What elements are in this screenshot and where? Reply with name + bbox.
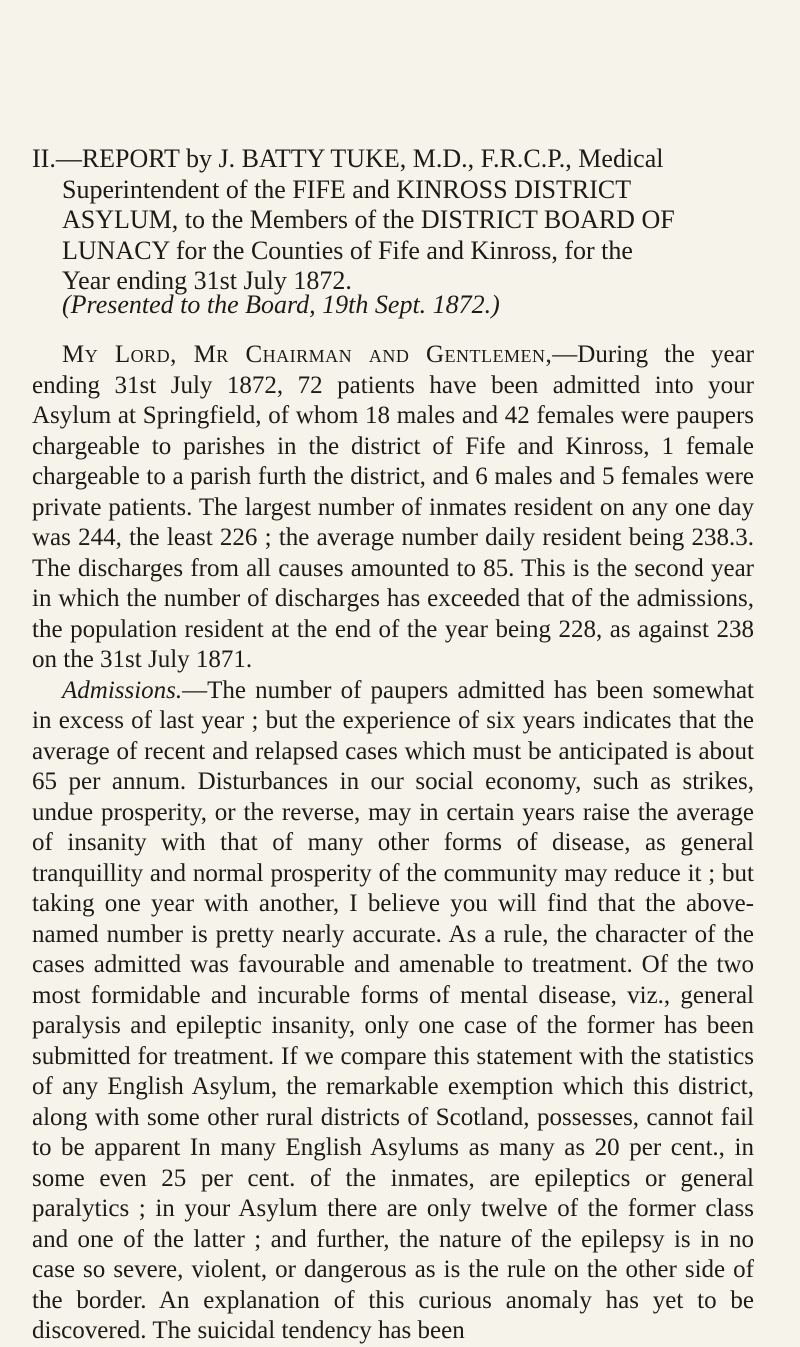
heading-line: Superintendent of the FIFE and KINROSS DISTRICT — [62, 174, 632, 204]
heading-line: ASYLUM, to the Members of the DISTRICT BOARD OF — [62, 205, 675, 234]
presented-note: (Presented to the Board, 19th Sept. 1872.) — [62, 290, 500, 319]
heading-line: LUNACY for the Counties of Fife and Kinross, for the — [62, 235, 633, 265]
paragraph-admissions — [32, 676, 754, 1347]
heading-line: Year ending 31st July 1872. — [62, 266, 352, 295]
report-heading — [32, 144, 752, 297]
paragraph-text: —The number of paupers admitted has been somewhat in excess of last year ; but the experience of six years indicates that the average of recent and relapsed cases which must be anticipated is about 65 per annum. Disturbances in our social economy, such as strikes, undue prosperity, or the reverse, may in certain years raise the average of insanity with that of many other forms of disease, as general tranquillity and normal prosperity of the community may reduce it ; but taking one year with another, I believe you will find that the above-named number is pretty nearly accurate. As a rule, the character of the cases admitted was favourable and amenable to treatment. Of the two most formidable and incurable forms of mental disease, viz., general paralysis and epileptic insanity, only one case of the former has been submitted for treatment. If we compare this statement with the statistics of any English Asylum, the remarkable exemption which this district, along with some other rural districts of Scotland, possesses, cannot fail to be apparent In many English Asylums as many as 20 per cent., in some even 25 per cent. of the inmates, are epileptics or general paralytics ; in your Asylum there are only twelve of the former class and one of the latter ; and further, the nature of the epilepsy is in no case so severe, violent, or dangerous as is the rule on the other side of the border. An explanation of this curious anomaly has yet to be discovered. The suicidal tendency has been — [32, 676, 754, 1344]
report-body — [32, 340, 754, 1347]
salutation: My Lord, Mr Chairman and Gentlemen, — [62, 341, 553, 368]
paragraph-text: —During the year ending 31st July 1872, 72 patients have been admitted into your Asylum at Springfield, of whom 18 males and 42 females were paupers chargeable to parishes in the district of Fife and Kinross, 1 female chargeable to a parish furth the district, and 6 males and 5 females were private patients. The largest number of inmates resident on any one day was 244, the least 226 ; the average number daily resident being 238.3. The discharges from all causes amounted to 85. This is the second year in which the number of discharges has exceeded that of the admissions, the population resident at the end of the year being 228, as against 238 on the 31st July 1871. — [32, 341, 754, 673]
heading-line: II.—REPORT by J. BATTY TUKE, M.D., F.R.C.P., Medical — [32, 144, 664, 173]
paragraph-opening — [32, 340, 754, 676]
section-heading-admissions: Admissions. — [62, 676, 183, 704]
